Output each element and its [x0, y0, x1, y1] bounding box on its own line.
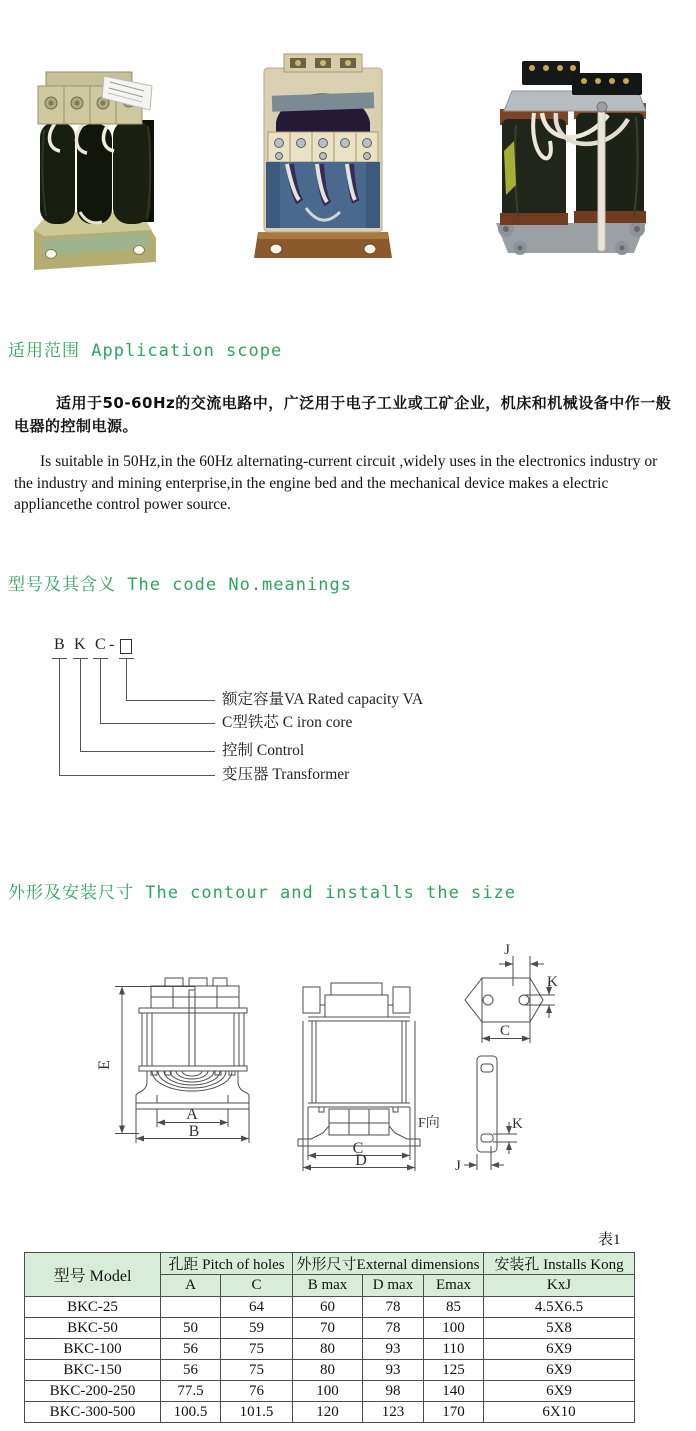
dim-label-j-top: J [504, 942, 510, 958]
value-cell: 80 [293, 1360, 363, 1381]
value-cell: 100.5 [161, 1402, 221, 1423]
model-cell: BKC-300-500 [25, 1402, 161, 1423]
transformer-1-illustration [20, 60, 172, 280]
value-cell: 78 [363, 1297, 424, 1318]
table-row [25, 1381, 635, 1402]
value-cell: 56 [161, 1339, 221, 1360]
dim-label-j-strip: J [455, 1158, 461, 1174]
header-external-dimensions: 外形尺寸External dimensions [293, 1253, 484, 1275]
product-photo-2 [254, 52, 392, 278]
value-cell: 100 [424, 1318, 484, 1339]
table-header-group-row [25, 1253, 635, 1275]
value-cell: 78 [363, 1318, 424, 1339]
value-cell: 59 [221, 1318, 293, 1339]
table-row [25, 1339, 635, 1360]
value-cell: 6X9 [484, 1339, 635, 1360]
table-row [25, 1402, 635, 1423]
value-cell: 85 [424, 1297, 484, 1318]
value-cell: 93 [363, 1339, 424, 1360]
model-cell: BKC-150 [25, 1360, 161, 1381]
value-cell: 123 [363, 1402, 424, 1423]
model-cell: BKC-100 [25, 1339, 161, 1360]
col-kxj: KxJ [484, 1275, 635, 1297]
value-cell: 60 [293, 1297, 363, 1318]
code-letter-c: C [95, 636, 106, 653]
col-bmax: B max [293, 1275, 363, 1297]
dim-label-e: E [96, 1060, 113, 1070]
code-capacity-box [120, 639, 132, 654]
bkc-code-diagram [0, 630, 696, 800]
col-c: C [221, 1275, 293, 1297]
dim-label-c-side: C [352, 1140, 364, 1157]
transformer-2-illustration [254, 52, 392, 278]
dim-label-d: D [355, 1152, 367, 1169]
col-emax: Emax [424, 1275, 484, 1297]
col-a: A [161, 1275, 221, 1297]
code-letter-k: K [74, 636, 86, 653]
value-cell: 6X9 [484, 1381, 635, 1402]
dimensions-table [24, 1252, 635, 1423]
code-label-transformer: 变压器 Transformer [222, 766, 350, 783]
header-installs-kong: 安装孔 Installs Kong [484, 1253, 635, 1275]
value-cell: 70 [293, 1318, 363, 1339]
value-cell: 77.5 [161, 1381, 221, 1402]
f-direction-label: F向 [418, 1116, 440, 1131]
transformer-3-illustration [486, 55, 656, 267]
code-label-capacity: 额定容量VA Rated capacity VA [222, 691, 424, 708]
col-dmax: D max [363, 1275, 424, 1297]
value-cell: 64 [221, 1297, 293, 1318]
value-cell: 5X8 [484, 1318, 635, 1339]
code-letter-b: B [54, 636, 65, 653]
table-row [25, 1318, 635, 1339]
value-cell: 6X10 [484, 1402, 635, 1423]
dim-label-c-foot: C [499, 1023, 511, 1039]
value-cell: 140 [424, 1381, 484, 1402]
value-cell: 120 [293, 1402, 363, 1423]
front-view-drawing [95, 970, 260, 1180]
value-cell: 110 [424, 1339, 484, 1360]
model-cell: BKC-25 [25, 1297, 161, 1318]
value-cell: 93 [363, 1360, 424, 1381]
header-pitch-of-holes: 孔距 Pitch of holes [161, 1253, 293, 1275]
side-view-drawing [285, 975, 445, 1180]
code-meanings-heading: 型号及其含义 The code No.meanings [8, 575, 352, 595]
value-cell: 56 [161, 1360, 221, 1381]
code-label-core: C型铁芯 C iron core [222, 714, 353, 731]
mounting-foot-drawing [443, 938, 573, 1188]
value-cell: 75 [221, 1339, 293, 1360]
dim-label-b: B [188, 1123, 200, 1140]
dim-label-a: A [186, 1106, 198, 1123]
value-cell: 75 [221, 1360, 293, 1381]
model-cell: BKC-50 [25, 1318, 161, 1339]
product-photo-3 [486, 55, 656, 267]
dim-label-k-strip: K [512, 1116, 523, 1132]
value-cell: 170 [424, 1402, 484, 1423]
table-caption: 表1 [598, 1232, 621, 1248]
value-cell: 50 [161, 1318, 221, 1339]
model-cell: BKC-200-250 [25, 1381, 161, 1402]
table-row [25, 1297, 635, 1318]
value-cell [161, 1297, 221, 1318]
value-cell: 98 [363, 1381, 424, 1402]
code-letter-dash: - [109, 636, 115, 653]
value-cell: 4.5X6.5 [484, 1297, 635, 1318]
code-label-control: 控制 Control [222, 742, 305, 759]
table-row [25, 1360, 635, 1381]
value-cell: 76 [221, 1381, 293, 1402]
application-scope-heading: 适用范围 Application scope [8, 341, 283, 361]
value-cell: 101.5 [221, 1402, 293, 1423]
application-paragraph-en: Is suitable in 50Hz,in the 60Hz alternating-current circuit ,widely uses in the electronics industry or the industry and mining enterprise,in the engine bed and the mechanical device makes a electric appliancethe control power source. [14, 453, 658, 513]
value-cell: 100 [293, 1381, 363, 1402]
dim-label-k-top: K [547, 974, 558, 990]
value-cell: 80 [293, 1339, 363, 1360]
product-photo-1 [20, 60, 172, 280]
contour-heading: 外形及安装尺寸 The contour and installs the size [8, 883, 516, 903]
header-model: 型号 Model [25, 1253, 161, 1297]
value-cell: 125 [424, 1360, 484, 1381]
value-cell: 6X9 [484, 1360, 635, 1381]
application-paragraph-cn: 适用于50-60Hz的交流电路中，广泛用于电子工业或工矿企业，机床和机械设备中作一般电器的控制电源。 [14, 394, 672, 435]
